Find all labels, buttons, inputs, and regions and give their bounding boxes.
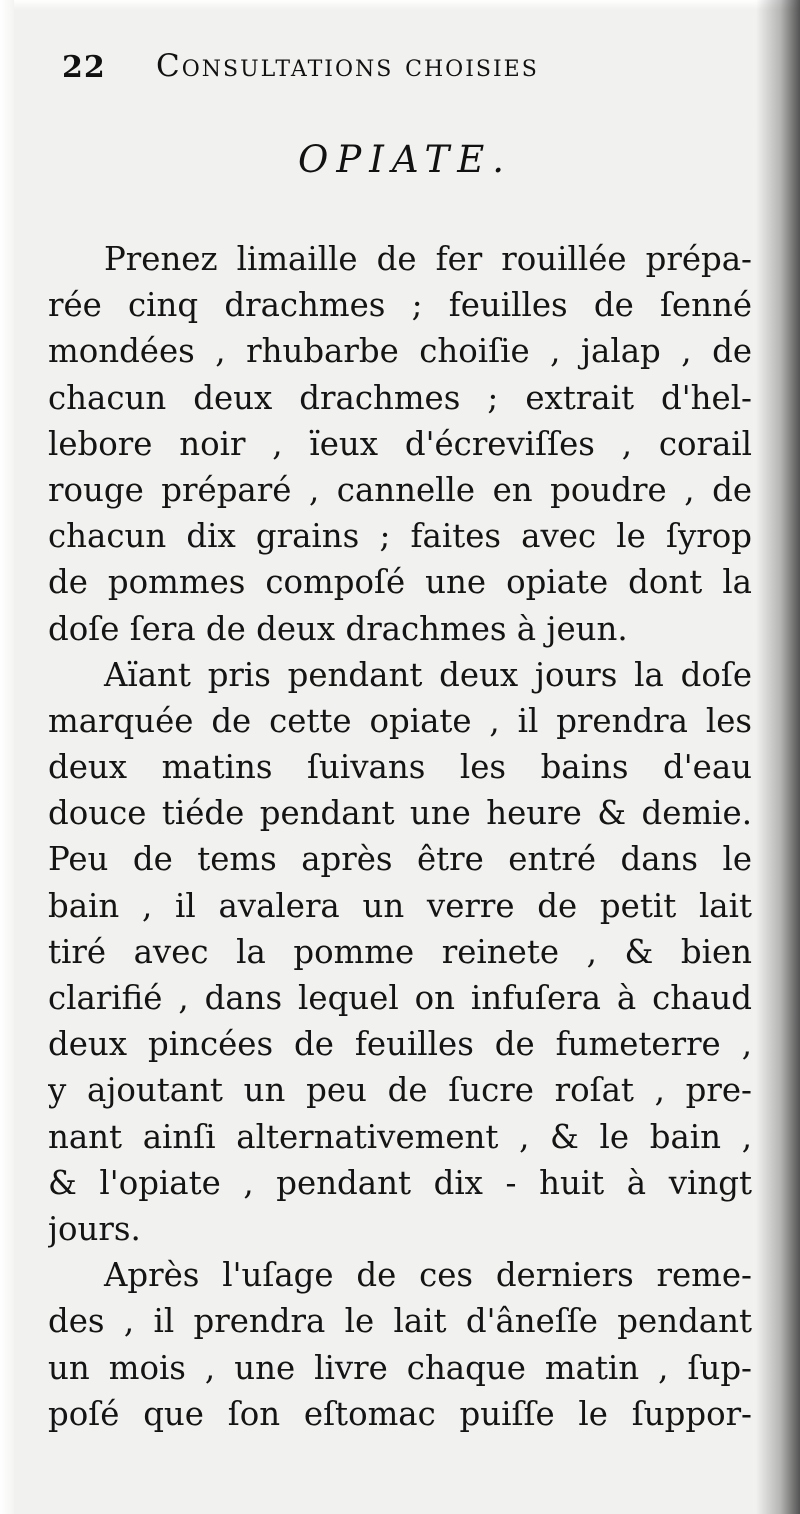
text-line: bain , il avalera un verre de petit lait [48,886,752,925]
text-line: un mois , une livre chaque matin , ſup- [48,1348,752,1387]
text-line: poſé que ſon eſtomac puiſſe le ſuppor- [48,1394,752,1433]
section-title: OPIATE. [298,138,512,181]
body-text [48,236,752,1437]
text-line: Après l'uſage de ces derniers reme- [104,1256,752,1295]
text-line: rée cinq drachmes ; feuilles de ſenné [48,286,752,325]
text-line: doſe ſera de deux drachmes à jeun. [48,609,628,648]
text-line: rouge préparé , cannelle en poudre , de [48,470,752,509]
text-line: nant ainſi alternativement , & le bain , [48,1117,752,1156]
text-line: clarifié , dans lequel on infuſera à chaud [48,979,752,1017]
text-line: Aïant pris pendant deux jours la doſe [104,655,752,694]
text-line: jours. [48,1209,141,1248]
page-gutter-shadow [756,0,800,1514]
page-number: 22 [62,50,106,85]
text-line: deux pincées de feuilles de fumeterre , [48,1025,752,1064]
text-line: de pommes compoſé une opiate dont la [48,563,752,602]
text-line: mondées , rhubarbe choiſie , jalap , de [48,332,752,371]
text-line: Prenez limaille de fer rouillée prépa- [104,240,752,278]
text-line: marquée de cette opiate , il prendra les [48,701,752,740]
running-title: Consultations choisies [156,48,539,84]
page-top-edge [0,0,800,10]
text-line: chacun deux drachmes ; extrait d'hel- [48,378,752,417]
text-line: tiré avec la pomme reinete , & bien [48,932,752,971]
page-left-edge [0,0,14,1514]
text-line: Peu de tems après être entré dans le [48,840,752,879]
text-line: chacun dix grains ; faites avec le ſyrop [48,517,752,556]
text-line: y ajoutant un peu de ſucre roſat , pre- [48,1071,752,1110]
running-head [62,44,752,98]
text-line: des , il prendra le lait d'âneſſe pendant [48,1302,752,1341]
text-line: douce tiéde pendant une heure & demie. [48,794,752,833]
text-line: & l'opiate , pendant dix - huit à vingt [48,1163,752,1202]
text-line: lebore noir , ïeux d'écreviſſes , corail [48,424,752,463]
text-line: deux matins ſuivans les bains d'eau [48,748,752,787]
